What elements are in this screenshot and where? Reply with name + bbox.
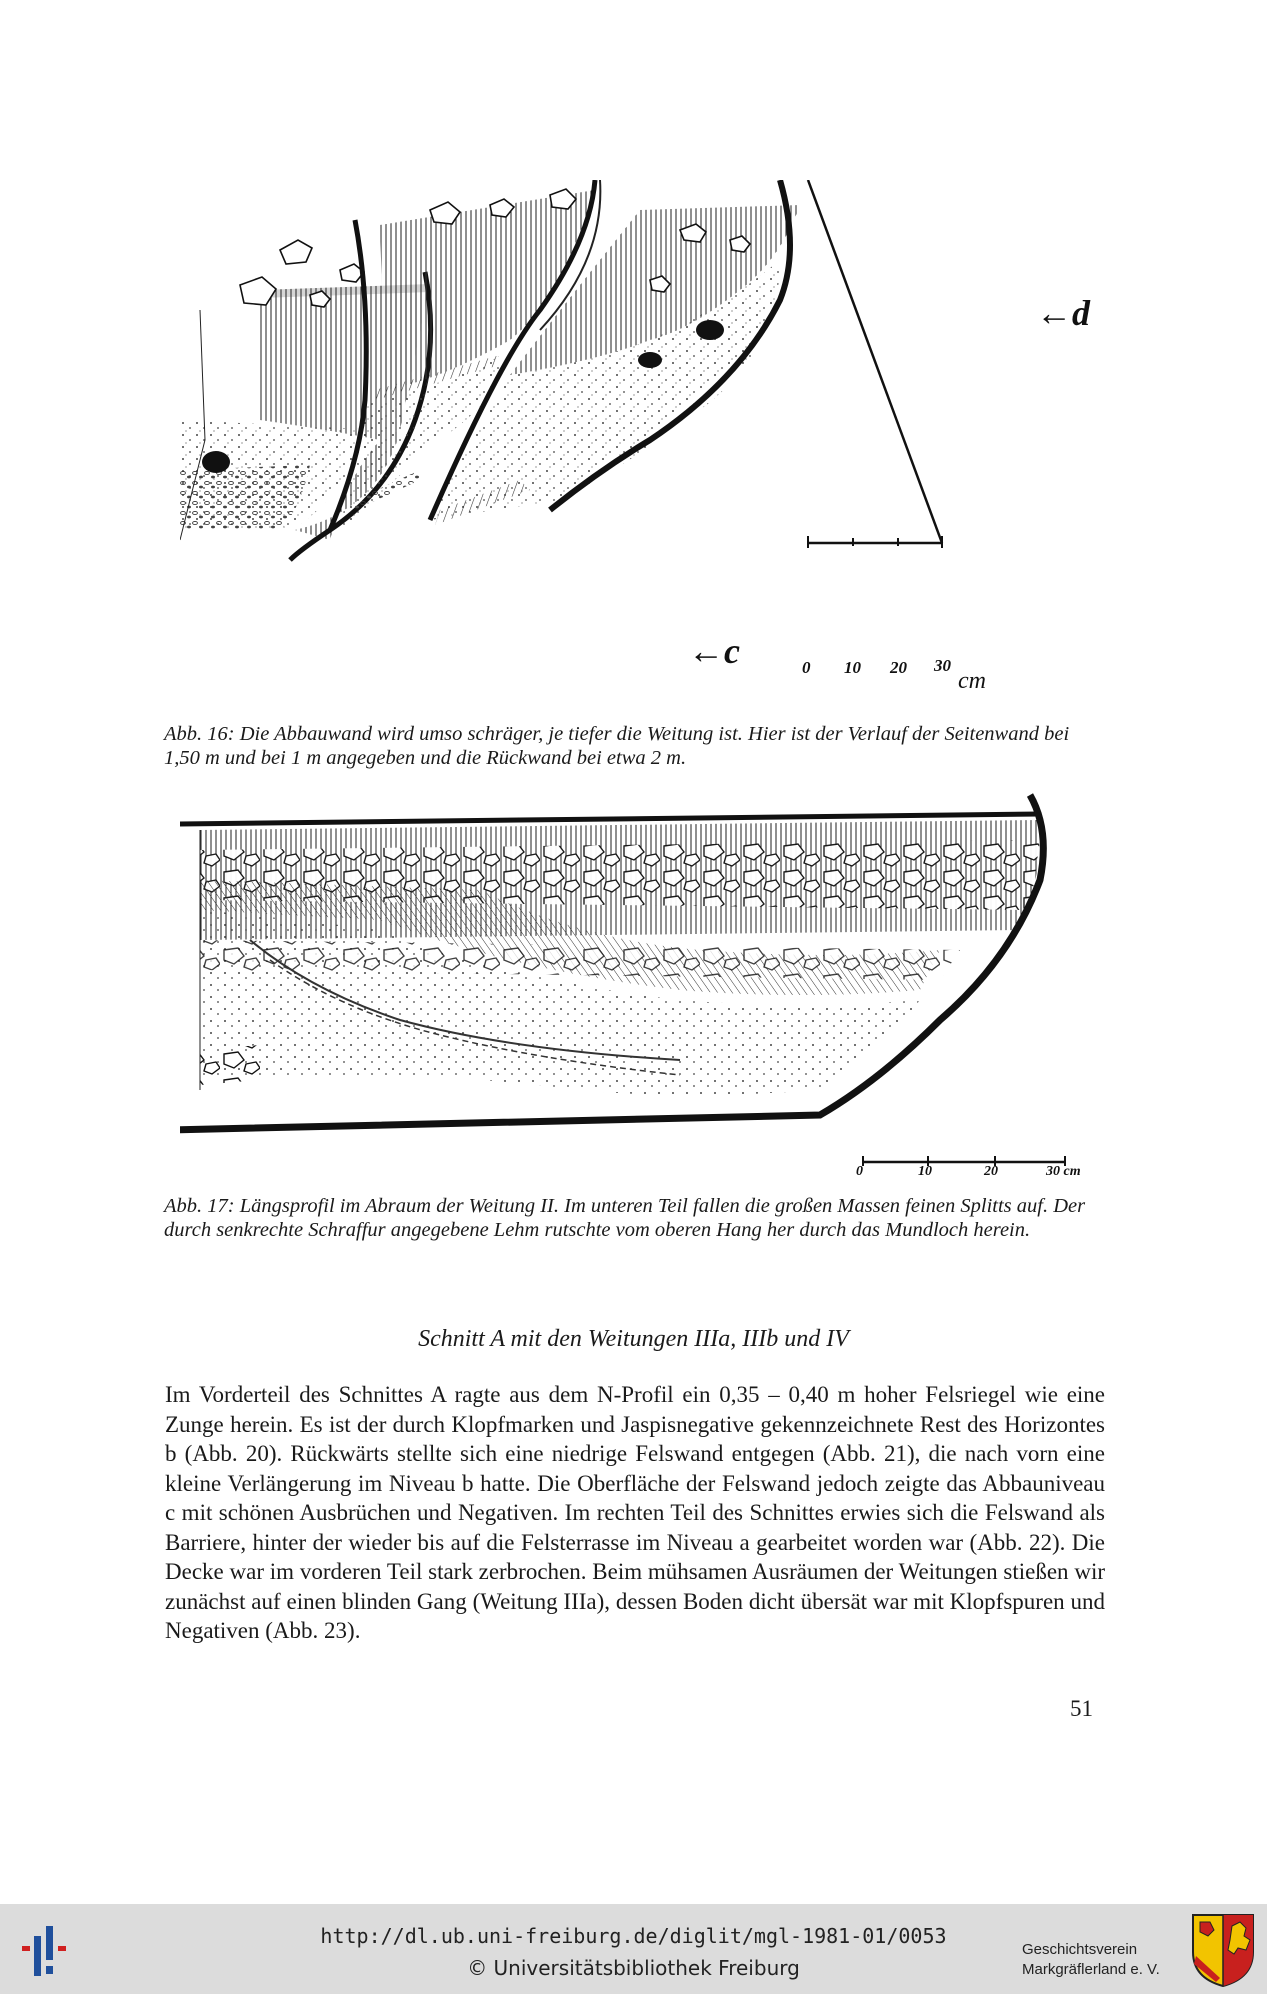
marker-c-label: ←c — [688, 631, 740, 671]
org-name-line-1: Geschichtsverein — [1022, 1941, 1138, 1958]
marker-d-label: ←d — [1036, 293, 1090, 333]
scale2-tick-0: 0 — [856, 1164, 863, 1179]
scale1-tick-10: 10 — [844, 658, 861, 677]
footer-url-link[interactable]: http://dl.ub.uni-freiburg.de/diglit/mgl-1981-01/0053 — [320, 1924, 947, 1948]
section-title: Schnitt A mit den Weitungen IIIa, IIIb und IV — [418, 1326, 849, 1352]
footer-org-name — [1022, 1940, 1182, 1980]
scale1-tick-30: 30 — [934, 656, 951, 675]
scale1-tick-0: 0 — [802, 658, 811, 677]
scale2-tick-10: 10 — [918, 1164, 932, 1179]
scale1-unit: cm — [958, 668, 986, 694]
page-number: 51 — [1070, 1696, 1093, 1721]
footer-copyright: © Universitätsbibliothek Freiburg — [467, 1956, 800, 1980]
figure-17-drawing — [180, 790, 1110, 1190]
figure-17-caption: Abb. 17: Längsprofil im Abraum der Weitung II. Im unteren Teil fallen die großen Massen feinen Splitts auf. Der durch senkrechte Schraffur angegebene Lehm rutschte vom oberen Hang her durch das Mundloch herein. — [164, 1195, 1086, 1241]
body-paragraph: Im Vorderteil des Schnittes A ragte aus dem N-Profil ein 0,35 – 0,40 m hoher Felsriegel wie eine Zunge herein. Es ist der durch Klopfmarken und Jaspisnegative gekennzeichnete Rest des Horizontes b (Abb. 20). Rückwärts stellte sich eine niedrige Felswand entgegen (Abb. 21), die nach vorn eine kleine Verlängerung im Niveau b hatte. Die Oberfläche der Felswand jedoch zeigte das Abbauniveau c mit schönen Ausbrüchen und Negativen. Im rechten Teil des Schnittes erwies sich die Felswand als Barriere, hinter der wieder bis auf die Felsterrasse im Niveau a gearbeitet worden war (Abb. 22). Die Decke war im vorderen Teil stark zerbrochen. Beim mühsamen Ausräumen der Weitungen stießen wir zunächst auf einen blinden Gang (Weitung IIIa), dessen Boden dicht übersät war mit Klopfspuren und Negativen (Abb. 23). — [165, 1382, 1105, 1643]
figure-16-drawing — [180, 180, 1110, 700]
coat-of-arms-icon — [1190, 1912, 1256, 1993]
scale2-tick-20: 20 — [984, 1164, 998, 1179]
footer-bar — [0, 1904, 1267, 1994]
scale2-tick-30: 30 cm — [1046, 1164, 1081, 1179]
figure-16-caption: Abb. 16: Die Abbauwand wird umso schräger, je tiefer die Weitung ist. Hier ist der Verlauf der Seitenwand bei 1,50 m und bei 1 m angegeben und die Rückwand bei etwa 2 m. — [164, 723, 1070, 769]
org-name-line-2: Markgräflerland e. V. — [1022, 1961, 1160, 1978]
scale1-tick-20: 20 — [890, 658, 907, 677]
